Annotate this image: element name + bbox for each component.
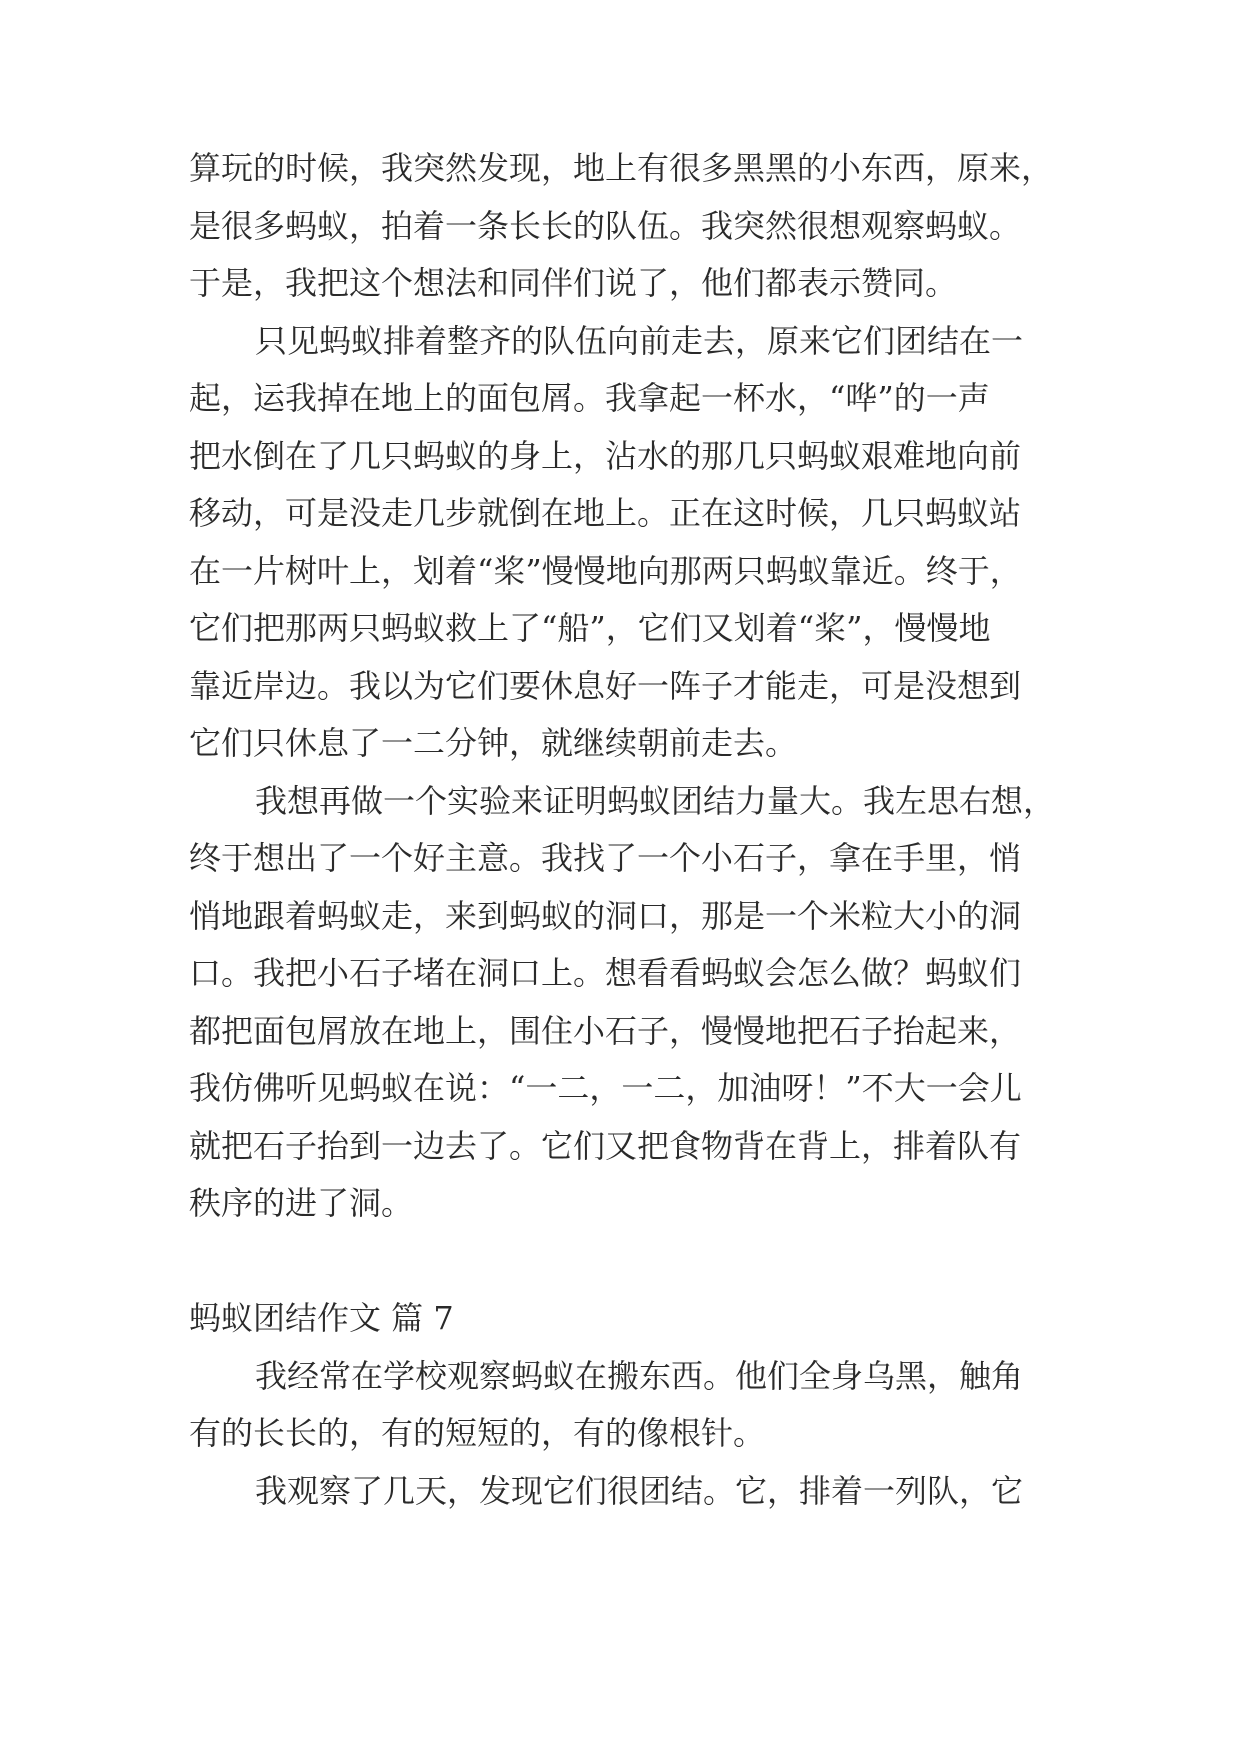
text-line: 它们只休息了一二分钟，就继续朝前走去。 bbox=[189, 724, 798, 762]
text-line: 都把面包屑放在地上，围住小石子，慢慢地把石子抬起来， bbox=[189, 1011, 1022, 1050]
text-line: 靠近岸边。我以为它们要休息好一阵子才能走，可是没想到 bbox=[189, 666, 1022, 705]
text-line: 它们把那两只蚂蚁救上了“船”，它们又划着“桨”，慢慢地 bbox=[189, 609, 991, 647]
section-gap bbox=[189, 1233, 1069, 1291]
paragraph-2 bbox=[189, 313, 1069, 773]
paragraph-1 bbox=[189, 140, 1069, 313]
text-line: 我仿佛听见蚂蚁在说：“一二，一二，加油呀！”不大一会儿 bbox=[189, 1069, 1022, 1107]
text-line: 是很多蚂蚁，拍着一条长长的队伍。我突然很想观察蚂蚁。 bbox=[189, 206, 1022, 245]
essay-body bbox=[189, 140, 1069, 1520]
text-line: 就把石子抬到一边去了。它们又把食物背在背上，排着队有 bbox=[189, 1126, 1022, 1165]
text-line: 移动，可是没走几步就倒在地上。正在这时候，几只蚂蚁站 bbox=[189, 494, 1022, 532]
text-line: 我观察了几天，发现它们很团结。它，排着一列队，它 bbox=[255, 1471, 1024, 1510]
paragraph-5 bbox=[189, 1463, 1069, 1521]
text-line: 算玩的时候，我突然发现，地上有很多黑黑的小东西，原来， bbox=[189, 149, 1054, 187]
text-line: 有的长长的，有的短短的，有的像根针。 bbox=[189, 1414, 766, 1452]
text-line: 口。我把小石子堵在洞口上。想看看蚂蚁会怎么做？蚂蚁们 bbox=[189, 954, 1022, 992]
section-heading: 蚂蚁团结作文 篇 7 bbox=[189, 1299, 454, 1337]
text-line: 秩序的进了洞。 bbox=[189, 1184, 414, 1222]
text-line: 把水倒在了几只蚂蚁的身上，沾水的那几只蚂蚁艰难地向前 bbox=[189, 436, 1022, 475]
text-line: 终于想出了一个好主意。我找了一个小石子，拿在手里，悄 bbox=[189, 839, 1022, 877]
text-line: 于是，我把这个想法和同伴们说了，他们都表示赞同。 bbox=[189, 264, 958, 302]
text-line: 我想再做一个实验来证明蚂蚁团结力量大。我左思右想， bbox=[255, 781, 1056, 820]
text-line: 起，运我掉在地上的面包屑。我拿起一杯水，“哗”的一声 bbox=[189, 379, 990, 417]
paragraph-4 bbox=[189, 1348, 1069, 1463]
paragraph-3 bbox=[189, 773, 1069, 1233]
text-line: 在一片树叶上，划着“桨”慢慢地向那两只蚂蚁靠近。终于， bbox=[189, 551, 1022, 590]
text-line: 只见蚂蚁排着整齐的队伍向前走去，原来它们团结在一 bbox=[255, 321, 1024, 360]
text-line: 我经常在学校观察蚂蚁在搬东西。他们全身乌黑，触角 bbox=[255, 1356, 1024, 1395]
text-line: 悄地跟着蚂蚁走，来到蚂蚁的洞口，那是一个米粒大小的洞 bbox=[189, 896, 1022, 935]
